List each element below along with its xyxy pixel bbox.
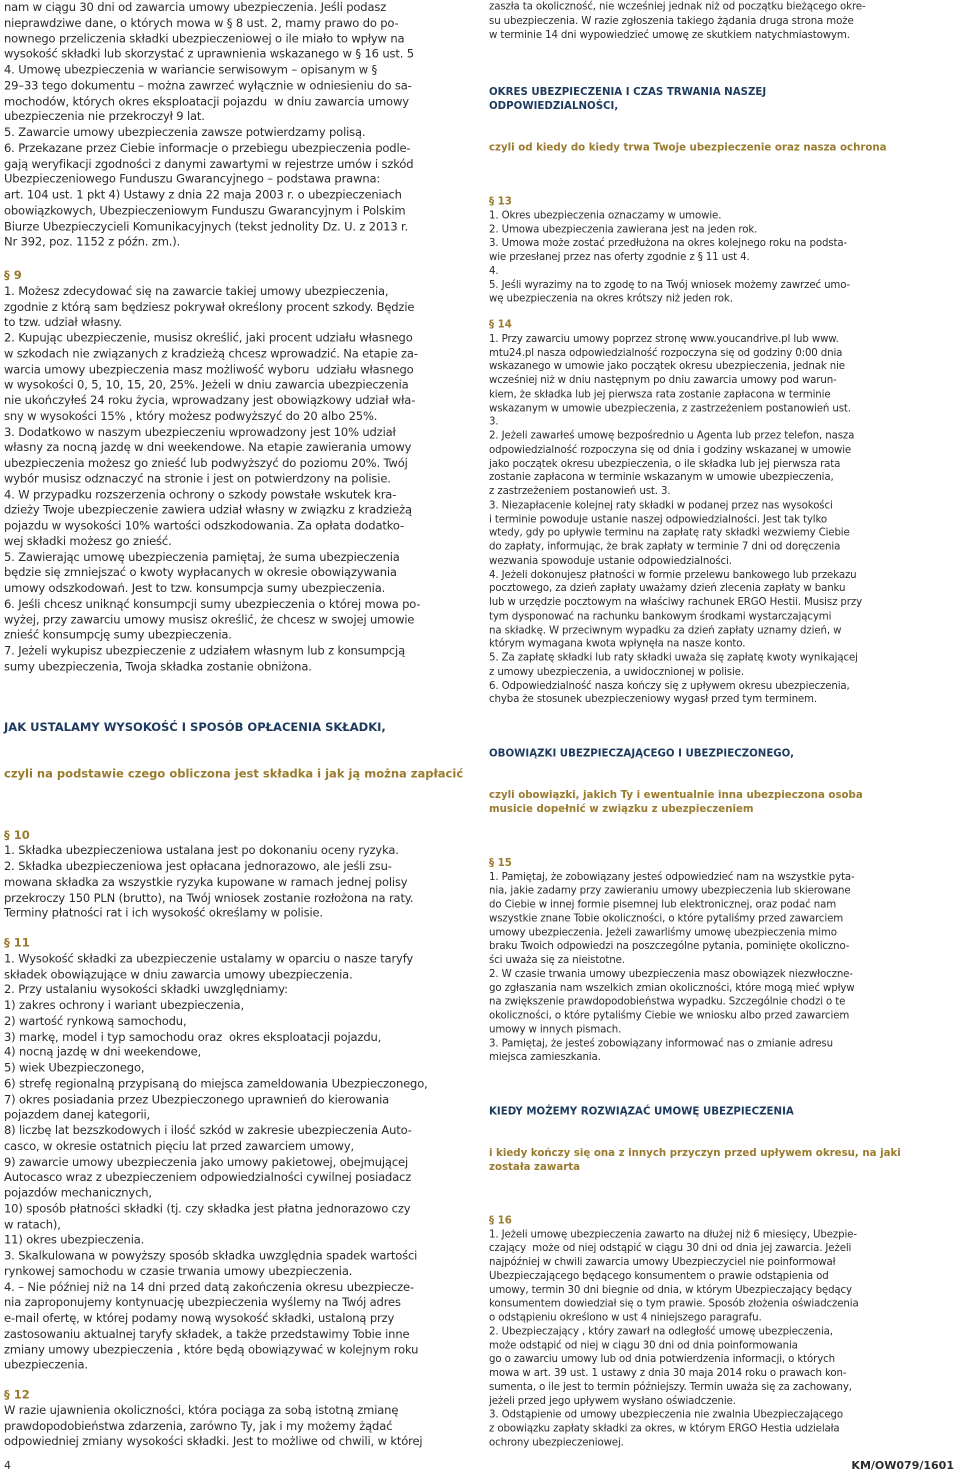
section-10-text: 1. Składka ubezpieczeniowa ustalana jest po dokonaniu oceny ryzyka. 2. Składka ubezpieczeniowa jest opłacana jednorazowo, ale jeśli zsu- mowana składka za wszystkie ryzyka kupowane w ramach jednej polisy przekroczy 150 PLN (brutto), na Twój wniosek zostanie rozłożona na raty. Terminy płatności rat i ich wysokość określamy w polisie. [4, 843, 414, 920]
heading-period [489, 57, 900, 182]
heading-premium-title: JAK USTALAMY WYSOKOŚĆ I SPOSÓB OPŁACENIA SKŁADKI, [4, 720, 386, 734]
section-15-text: 1. Pamiętaj, że zobowiązany jesteś odpowiedzieć nam na wszystkie pyta- nia, jakie zadamy przy zawieraniu umowy ubezpieczenia lub skierowane do Ciebie w innej formie pisemnej lub elektronicznej, oraz podać nam wszystkie znane Tobie okoliczności, o które pytaliśmy przed zawarciem umowy ubezpieczenia. Jeżeli zawarliśmy umowę ubezpieczenia mimo braku Twoich odpowiedzi na poszczególne pytania, pominięte okoliczno- ści uważa się za nieistotne. 2. W czasie trwania umowy ubezpieczenia masz obowiązek niezwłoczne- go zgłaszania nam wszelkich zmian okoliczności, które mogą mieć wpływ na zwiększenie prawdopodobieństwa wypadku. Szczególnie chodzi o te okoliczności, o które pytaliśmy Ciebie we wniosku albo przed zawarciem umowy w innych pismach. 3. Pamiętaj, że jesteś zobowiązany informować nas o zmianie adresu miejsca zamieszkania. [489, 869, 855, 1063]
section-16-number: § 16 [489, 1213, 512, 1227]
section-15-number: § 15 [489, 856, 512, 869]
section-11-number: § 11 [4, 935, 30, 950]
section-16-text: 1. Jeżeli umowę ubezpieczenia zawarto na dłużej niż 6 miesięcy, Ubezpie- czający może od niej odstąpić w ciągu 30 dni od dnia jej zawarcia. Jeżeli najpóźniej w chwili zawarcia umowy Ubezpieczyciel nie poinformował Ubezpieczającego będącego konsumentem o prawie odstąpienia od umowy, termin 30 dni biegnie od dnia, w którym Ubezpieczający będący konsumentem dowiedział się o tym prawie. Sposób złożenia oświadczenia o odstąpieniu określono w ust 4 niniejszego paragrafu. 2. Ubezpieczający , który zawarł na odległość umowę ubezpieczenia, może odstąpić od niej w ciągu 30 dni od dnia poinformowania go o zawarciu umowy lub od dnia potwierdzenia informacji, o których mowa w art. 39 ust. 1 ustawy z dnia 30 maja 2014 roku o prawach kon- sumenta, o ile jest to termin późniejszy. Termin uważa się za zachowany, jeżeli przed jego upływem wysłano oświadczenie. 3. Odstąpienie od umowy ubezpieczenia nie zwalnia Ubezpieczającego z obowiązku zapłaty składki za okres, w którym ERGO Hestia udzielała ochrony ubezpieczeniowej. [489, 1227, 859, 1449]
heading-obligations [489, 719, 900, 844]
heading-obligations-title: OBOWIĄZKI UBEZPIECZAJĄCEGO I UBEZPIECZONEGO, [489, 746, 795, 759]
section-13-number: § 13 [489, 194, 512, 208]
page-number: 4 [4, 1459, 11, 1472]
heading-termination-subtitle: i kiedy kończy się ona z innych przyczyn przed upływem okresu, na jaki została zawarta [489, 1145, 901, 1173]
section-9-text: 1. Możesz zdecydować się na zawarcie takiej umowy ubezpieczenia, zgodnie z którą sam będziesz pokrywał określony procent szkody. Będzie to tzw. udział własny. 2. Kupując ubezpieczenie, musisz określić, jaki procent udziału własnego w szkodach nie związanych z kradzieżą chcesz wprowadzić. Na etapie za- warcia umowy ubezpieczenia masz możliwość wyboru udziału własnego w wysokości 0, 5, 10, 15, 20, 25%. Jeżeli w dniu zawarcia ubezpieczenia nie ukończyłeś 24 roku życia, wprowadzany jest obowiązkowy udział wła- sny w wysokości 15% , który możesz podwyższyć do 20 albo 25%. 3. Dodatkowo w naszym ubezpieczeniu wprowadzony jest 10% udział własny za nocną jazdę w dni weekendowe. Na etapie zawierania umowy ubezpieczenia możesz go znieść lub podwyższyć do poziomu 20%. Twój wybór musisz odznaczyć na stronie i jest on potwierdzony na polisie. 4. W przypadku rozszerzenia ochrony o szkody powstałe wskutek kra- dzieży Twoje ubezpieczenie zawiera udział własny w związku z kradzieżą pojazdu w wysokości 10% wartości odszkodowania. Za opłata dodatko- wej składki możesz go znieść. 5. Zawierając umowę ubezpieczenia pamiętaj, że suma ubezpieczenia będzie się zmniejszać o kwoty wypłacanych w okresie obowiązywania umowy odszkodowań. Jest to tzw. konsumpcja sumy ubezpieczenia. 6. Jeśli chcesz uniknąć konsumpcji sumy ubezpieczenia o której mowa po- wyżej, przy zawarciu umowy musisz określić, że chcesz w swojej umowie znieść konsumpcję sumy ubezpieczenia. 7. Jeżeli wykupisz ubezpieczenie z udziałem własnym lub z konsumpcją sumy ubezpieczenia, Twoja składka zostanie obniżona. [4, 283, 421, 674]
heading-period-subtitle: czyli od kiedy do kiedy trwa Twoje ubezpieczenie oraz nasza ochrona [489, 140, 887, 154]
section-11-text: 1. Wysokość składki za ubezpieczenie ustalamy w oparciu o nasze taryfy składek obowiązujące w dniu zawarcia umowy ubezpieczenia. 2. Przy ustalaniu wysokości składki uwzględniamy: 1) zakres ochrony i wariant ubezpieczenia, 2) wartość rynkową samochodu, 3) markę, model i typ samochodu oraz okres eksploatacji pojazdu, 4) nocną jazdę w dni weekendowe, 5) wiek Ubezpieczonego, 6) strefę regionalną przypisaną do miejsca zameldowania Ubezpieczonego, 7) okres posiadania przez Ubezpieczonego uprawnień do kierowania pojazdem danej kategorii, 8) liczbę lat bezszkodowych i ilość szkód w zakresie ubezpieczenia Auto- casco, w okresie ostatnich pięciu lat przed zawarciem umowy, 9) zawarcie umowy ubezpieczenia jako umowy pakietowej, obejmującej Autocasco wraz z ubezpieczeniem odpowiedzialności cywilnej posiadacz pojazdów mechanicznych, 10) sposób płatności składki (tj. czy składka jest płatna jednorazowo czy w ratach), 11) okres ubezpieczenia. 3. Skalkulowana w powyższy sposób składka uwzględnia spadek wartości rynkowej samochodu w czasie trwania umowy ubezpieczenia. 4. – Nie później niż na 14 dni przed datą zakończenia okresu ubezpiecze- nia zaproponujemy kontynuację ubezpieczenia wyślemy na Twój adres e-mail ofertę, w której podamy nową wysokość składki, ustaloną przy zastosowaniu aktualnej taryfy składek, a także przedstawimy Tobie inne zmiany umowy ubezpieczenia , które będą obowiązywać w kolejnym roku ubezpieczenia. [4, 951, 428, 1372]
section-12-number: § 12 [4, 1387, 30, 1402]
left-column [4, 0, 469, 1450]
left-intro-text: nam w ciągu 30 dni od zawarcia umowy ubezpieczenia. Jeśli podasz nieprawdziwe dane, o których mowa w § 8 ust. 2, mamy prawo do po- nownego przeliczenia składki ubezpieczeniowej o ile miało to wpływ na wysokość składki lub skorzystać z uprawnienia wskazanego w § 16 ust. 5 4. Umowę ubezpieczenia w wariancie serwisowym – opisanym w § 29–33 tego dokumentu – można zawrzeć wyłącznie w odniesieniu do sa- mochodów, których okres eksploatacji pojazdu w dniu zawarcia umowy ubezpieczenia nie przekroczył 9 lat. 5. Zawarcie umowy ubezpieczenia zawsze potwierdzamy polisą. 6. Przekazane przez Ciebie informacje o przebiegu ubezpieczenia podle- gają weryfikacji zgodności z danymi zawartymi w rejestrze umów i szkód Ubezpieczeniowego Funduszu Gwarancyjnego – podstawa prawna: art. 104 ust. 1 pkt 4) Ustawy z dnia 22 maja 2003 r. o ubezpieczeniach obowiązkowych, Ubezpieczeniowym Funduszu Gwarancyjnym i Polskim Biurze Ubezpieczycieli Komunikacyjnych (tekst jednolity Dz. U. z 2013 r. Nr 392, poz. 1152 z późn. zm.). [4, 0, 414, 249]
section-13-text: 1. Okres ubezpieczenia oznaczamy w umowie. 2. Umowa ubezpieczenia zawierana jest na jeden rok. 3. Umowa może zostać przedłużona na okres kolejnego roku na podsta- wie przesłanej przez nas oferty zgodnie z § 11 ust 4. 4. 5. Jeśli wyrazimy na to zgodę to na Twój wniosek możemy zawrzeć umo- wę ubezpieczenia na okres krótszy niż jeden rok. [489, 208, 851, 305]
section-10-number: § 10 [4, 827, 30, 842]
heading-obligations-subtitle: czyli obowiązki, jakich Ty i ewentualnie inna ubezpieczona osoba musicie dopełnić w związku z ubezpieczeniem [489, 788, 863, 815]
section-12-text: W razie ujawnienia okoliczności, która pociąga za sobą istotną zmianę prawdopodobieństwa zdarzenia, zarówno Ty, jak i my możemy żądać odpowiedniej zmiany wysokości składki. Jest to możliwe od chwili, w której [4, 1403, 423, 1449]
heading-termination [489, 1076, 900, 1201]
section-9-number: § 9 [4, 268, 22, 283]
right-column [489, 0, 900, 1450]
section-14-text: 1. Przy zawarciu umowy poprzez stronę www.youcandrive.pl lub www. mtu24.pl nasza odpowiedzialność rozpoczyna się od godziny 0:00 dnia wskazanego w umowie jako początek okresu ubezpieczenia, jednak nie wcześniej niż w dniu następnym po dniu zawarcia umowy pod warun- kiem, że składka lub jej pierwsza rata zostanie zapłacona w terminie wskazanym w umowie ubezpieczenia, z zastrzeżeniem postanowień ust. 3. 2. Jeżeli zawarłeś umowę bezpośrednio u Agenta lub przez telefon, nasza odpowiedzialność rozpoczyna się od dnia i godziny wskazanej w umowie jako początek okresu ubezpieczenia, o ile składka lub jej pierwsza rata zostanie zapłacona w terminie wskazanym w umowie ubezpieczenia, z zastrzeżeniem postanowień ust. 3. 3. Niezapłacenie kolejnej raty składki w podanej przez nas wysokości i terminie powoduje ustanie naszej odpowiedzialności. Jest tak tylko wtedy, gdy po upływie terminu na zapłatę raty składki wezwiemy Ciebie do zapłaty, informując, że brak zapłaty w terminie 7 dni od doręczenia wezwania spowoduje ustanie odpowiedzialności. 4. Jeżeli dokonujesz płatności w formie przelewu bankowego lub przekazu pocztowego, za dzień zapłaty uważamy dzień zlecenia zapłaty w banku lub w urzędzie pocztowym na właściwy rachunek ERGO Hestii. Musisz przy tym dysponować na rachunku bankowym środkami wystarczającymi na składkę. W przeciwnym wypadku za dzień zapłaty uznamy dzień, w którym wymagana kwota wpłynęła na nasze konto. 5. Za zapłatę składki lub raty składki uważa się zapłatę kwoty wynikającej z umowy ubezpieczenia, a uwidocznionej w polisie. 6. Odpowiedzialność nasza kończy się z upływem okresu ubezpieczenia, chyba że stosunek ubezpieczeniowy wygasł przed tym terminem. [489, 331, 862, 705]
section-14-number: § 14 [489, 318, 512, 331]
heading-period-title: OKRES UBEZPIECZENIA I CZAS TRWANIA NASZEJ ODPOWIEDZIALNOŚCI, [489, 85, 767, 112]
heading-premium-subtitle: czyli na podstawie czego obliczona jest składka i jak ją można zapłacić [4, 766, 464, 781]
heading-termination-title: KIEDY MOŻEMY ROZWIĄZAĆ UMOWĘ UBEZPIECZENIA [489, 1104, 794, 1117]
heading-premium [4, 689, 469, 814]
document-code: KM/OW079/1601 [851, 1459, 954, 1472]
right-intro-text: zaszła ta okoliczność, nie wcześniej jednak niż od początku bieżącego okre- su ubezpieczenia. W razie zgłoszenia takiego żądania druga strona może w terminie 14 dni wypowiedzieć umowę ze skutkiem natychmiastowym. [489, 0, 866, 41]
